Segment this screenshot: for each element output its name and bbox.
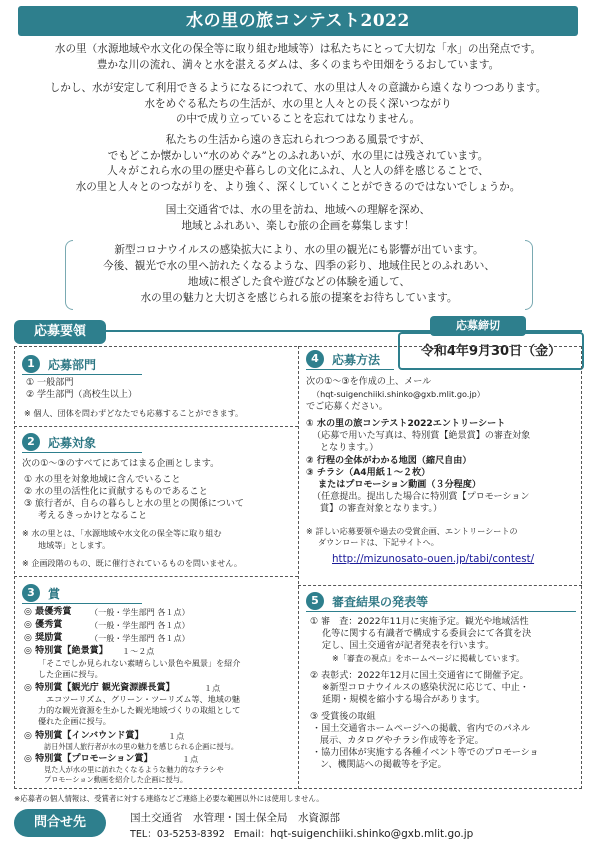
- award-name: ◎ 最優秀賞: [24, 607, 72, 617]
- s2-item: ② 水の里の活性化に貢献するものであること: [24, 487, 208, 497]
- intro-line: 国土交通省では、水の里を訪ね、地域への理解を深め、: [165, 204, 431, 216]
- notice-line: 今後、観光で水の里へ訪れたくなるような、四季の彩り、地域住民とのふれあい、: [103, 260, 495, 272]
- section-rule: [22, 452, 142, 453]
- covid-notice: [65, 240, 533, 310]
- s5-item: ② 表彰式：2022年12月に国土交通省にて開催予定。: [310, 671, 529, 681]
- s4-item: となります。）: [320, 443, 379, 453]
- section-rule: [306, 369, 394, 370]
- contact-line: [130, 826, 473, 840]
- deadline-label: 応募締切: [430, 316, 526, 336]
- section-number: 5: [306, 592, 324, 610]
- section-4-header: [306, 350, 380, 368]
- section-rule: [22, 374, 142, 375]
- award-desc: プロモーション動画を紹介した企画に授与。: [44, 775, 188, 784]
- award-desc: 「そこでしか見られない素晴らしい景色や風景」を紹介: [38, 658, 241, 668]
- contact-org: 国土交通省 水管理・国土保全局 水資源部: [130, 812, 340, 824]
- s5-item: 定し、国土交通省が記者発表を行います。: [322, 641, 495, 651]
- intro-line: でもどこか懐かしい“水のめぐみ”とのふれあいが、水の里には残されています。: [107, 149, 489, 162]
- s5-item: 展示、カタログやチラシ作成等を予定。: [320, 736, 484, 746]
- section-number: 2: [22, 433, 40, 451]
- section-number: 3: [22, 584, 40, 602]
- s4-item: 賞】の審査対象となります。）: [320, 504, 443, 514]
- award-desc: 優れた企画に授与。: [38, 716, 111, 726]
- award-count: １点: [168, 731, 185, 741]
- contact-email[interactable]: hqt-suigenchiiki.shinko@gxb.mlit.go.jp: [270, 828, 474, 840]
- award-name: ◎ 特別賞【インバウンド賞】: [24, 731, 144, 741]
- s5-item: ・協力団体が実施する各種イベント等でのプロモーショ: [312, 748, 539, 758]
- section-number: 1: [22, 355, 40, 373]
- s2-item: ③ 旅行者が、自らの暮らしと水の里との関係について: [24, 499, 245, 509]
- intro-line: の中で成り立っていることを忘れてはなりません。: [175, 113, 421, 125]
- s5-item: ン、機関誌への掲載等を予定。: [320, 760, 447, 770]
- notice-line: 新型コロナウイルスの感染拡大により、水の里の観光にも影響が出ています。: [114, 244, 484, 256]
- section-number: 4: [306, 350, 324, 368]
- section-2-header: [22, 433, 96, 451]
- award-desc: 訪日外国人旅行者が水の里の魅力を感じられる企画に授与。: [44, 742, 239, 751]
- award-desc: （一般・学生部門 各１点）: [90, 633, 190, 643]
- s4-item: ① 水の里の旅コンテスト2022エントリーシート: [306, 419, 506, 429]
- section-title: 審査結果の発表等: [332, 594, 429, 609]
- intro-line: 人々がこれら水の里の歴史や暮らしの文化にふれ、人と人の絆を感じることで、: [107, 165, 489, 177]
- contact-label: 問合せ先: [14, 809, 106, 837]
- s4-email: （hqt-suigenchiiki.shinko@gxb.mlit.go.jp）: [312, 389, 485, 399]
- intro-para-3: [0, 133, 596, 195]
- s5-item: 化等に関する有識者で構成する委員会にて各賞を決: [322, 629, 532, 639]
- notice-line: 水の里の魅力と大切さを感じられる旅の提案をお待ちしています。: [140, 292, 458, 304]
- award-desc: した企画に授与。: [38, 669, 103, 679]
- section-5-header: [306, 592, 428, 610]
- s5-item: ③ 受賞後の取組: [310, 712, 376, 722]
- intro-para-2: [0, 81, 596, 128]
- section-3-header: [22, 584, 60, 602]
- award-desc: （一般・学生部門 各１点）: [90, 620, 190, 630]
- award-name: ◎ 特別賞【プロモーション賞】: [24, 754, 153, 764]
- s5-item: ・国土交通省ホームページへの掲載、省内でのパネル: [312, 724, 531, 734]
- contact-email-label: Email：: [233, 829, 271, 840]
- intro-line: 地域とふれあい、楽しむ旅の企画を募集します！: [181, 219, 415, 232]
- section-rule: [306, 611, 576, 612]
- s2-lead: 次の①～③のすべてにあてはまる企画とします。: [22, 459, 220, 469]
- bracket-left: [65, 240, 73, 310]
- section-rule: [22, 603, 142, 604]
- intro-line: 水の里（水源地域や水文化の保全等に取り組む地域等）は私たちにとって大切な「水」の出発点です。: [54, 43, 542, 55]
- privacy-footnote: ※応募者の個人情報は、受賞者に対する連絡などご連絡上必要な範囲以外には使用しません。: [14, 794, 324, 803]
- award-name: ◎ 特別賞【絶景賞】: [24, 646, 108, 656]
- s4-item: ③ チラシ（A4用紙１～２枚）: [306, 468, 431, 478]
- award-name: ◎ 優秀賞: [24, 620, 63, 630]
- s2-note: 地域等」とします。: [38, 540, 111, 550]
- s5-item: ※「審査の視点」をホームページに掲載しています。: [332, 653, 525, 663]
- award-count: １点: [182, 754, 199, 764]
- section-divider: [298, 585, 582, 586]
- s4-item: （応募で用いた写真は、特別賞【絶景賞】の審査対象: [312, 431, 531, 441]
- s4-note: ※ 詳しい応募要領や過去の受賞企画、エントリーシートの: [306, 526, 518, 536]
- award-name: ◎ 特別賞【観光庁 観光資源課長賞】: [24, 683, 175, 693]
- notice-line: 地域に根ざした食や遊びなどの体験を通して、: [187, 276, 411, 288]
- s4-item: ② 行程の全体がわかる地図（縮尺自由）: [306, 456, 472, 466]
- intro-line: 水をめぐる私たちの生活が、水の里と人々との長く深いつながり: [144, 97, 452, 110]
- column-divider: [298, 346, 299, 789]
- s1-item: ② 学生部門（高校生以上）: [26, 390, 138, 400]
- s2-item: ① 水の里を対象地域に含んでいること: [24, 475, 181, 485]
- section-divider: [14, 576, 298, 577]
- s4-item: （任意提出。提出した場合に特別賞【プロモーション: [312, 492, 530, 502]
- award-count: １点: [204, 683, 221, 693]
- intro-para-1: [0, 42, 596, 73]
- s4-item: またはプロモーション動画（３分程度）: [318, 480, 481, 490]
- s5-item: ① 審 査：2022年11月に実施予定。観光や地域活性: [310, 617, 529, 627]
- intro-line: 豊かな川の流れ、満々と水を湛えるダムは、多くのまちや田畑をうるおしています。: [96, 58, 500, 71]
- award-count: １～２点: [122, 646, 155, 656]
- section-title: 応募対象: [48, 435, 97, 450]
- section-title: 応募部門: [48, 357, 97, 372]
- s4-lead: 次の①～③を作成の上、メール: [306, 377, 432, 387]
- section-1-header: [22, 355, 96, 373]
- section-title: 応募方法: [332, 352, 381, 367]
- deadline-date: 令和4年9月30日（金）: [398, 332, 584, 370]
- intro-para-4: [0, 203, 596, 234]
- bracket-right: [525, 240, 533, 310]
- s2-item: 考えるきっかけとなること: [38, 511, 148, 521]
- section-title: 賞: [48, 586, 61, 601]
- s2-note: ※ 企画段階のもの、既に催行されているものを問いません。: [22, 558, 242, 568]
- intro-line: しかし、水が安定して利用できるようになるにつれて、水の里は人々の意識から遠くなりつつあります。: [49, 82, 547, 94]
- award-desc: エコツーリズム、グリーン・ツーリズム等、地域の魅: [46, 694, 241, 704]
- s5-item: 延期・規模を縮小する場合があります。: [322, 695, 485, 705]
- s1-note: ※ 個人、団体を問わずどなたでも応募することができます。: [24, 408, 244, 418]
- s4-note: ダウンロードは、下記サイトへ。: [318, 537, 439, 547]
- intro-line: 水の里と人々とのつながりを、より強く、深くしていくことができるのではないでしょうか。: [75, 180, 521, 193]
- s2-note: ※ 水の里とは、「水源地域や水文化の保全等に取り組む: [22, 528, 222, 538]
- award-desc: 見た人が水の里に訪れたくなるような魅力的なチラシや: [44, 765, 224, 774]
- award-desc: 力的な観光資源を生かした観光地域づくりの取組として: [38, 705, 241, 715]
- award-desc: （一般・学生部門 各１点）: [90, 607, 190, 617]
- award-name: ◎ 奨励賞: [24, 633, 63, 643]
- intro-line: 私たちの生活から遠のき忘れられつつある風景ですが、: [165, 134, 431, 146]
- s4-lead2: でご応募ください。: [306, 402, 388, 412]
- contest-url-link[interactable]: http://mizunosato-ouen.jp/tabi/contest/: [332, 553, 535, 565]
- page-title: 水の里の旅コンテスト2022: [18, 6, 578, 36]
- requirements-label: 応募要領: [14, 320, 106, 344]
- s5-item: ※新型コロナウイルスの感染状況に応じて、中止・: [322, 683, 529, 693]
- section-divider: [14, 426, 298, 427]
- s1-item: ① 一般部門: [26, 378, 74, 388]
- contact-tel: TEL：03-5253-8392: [130, 829, 225, 840]
